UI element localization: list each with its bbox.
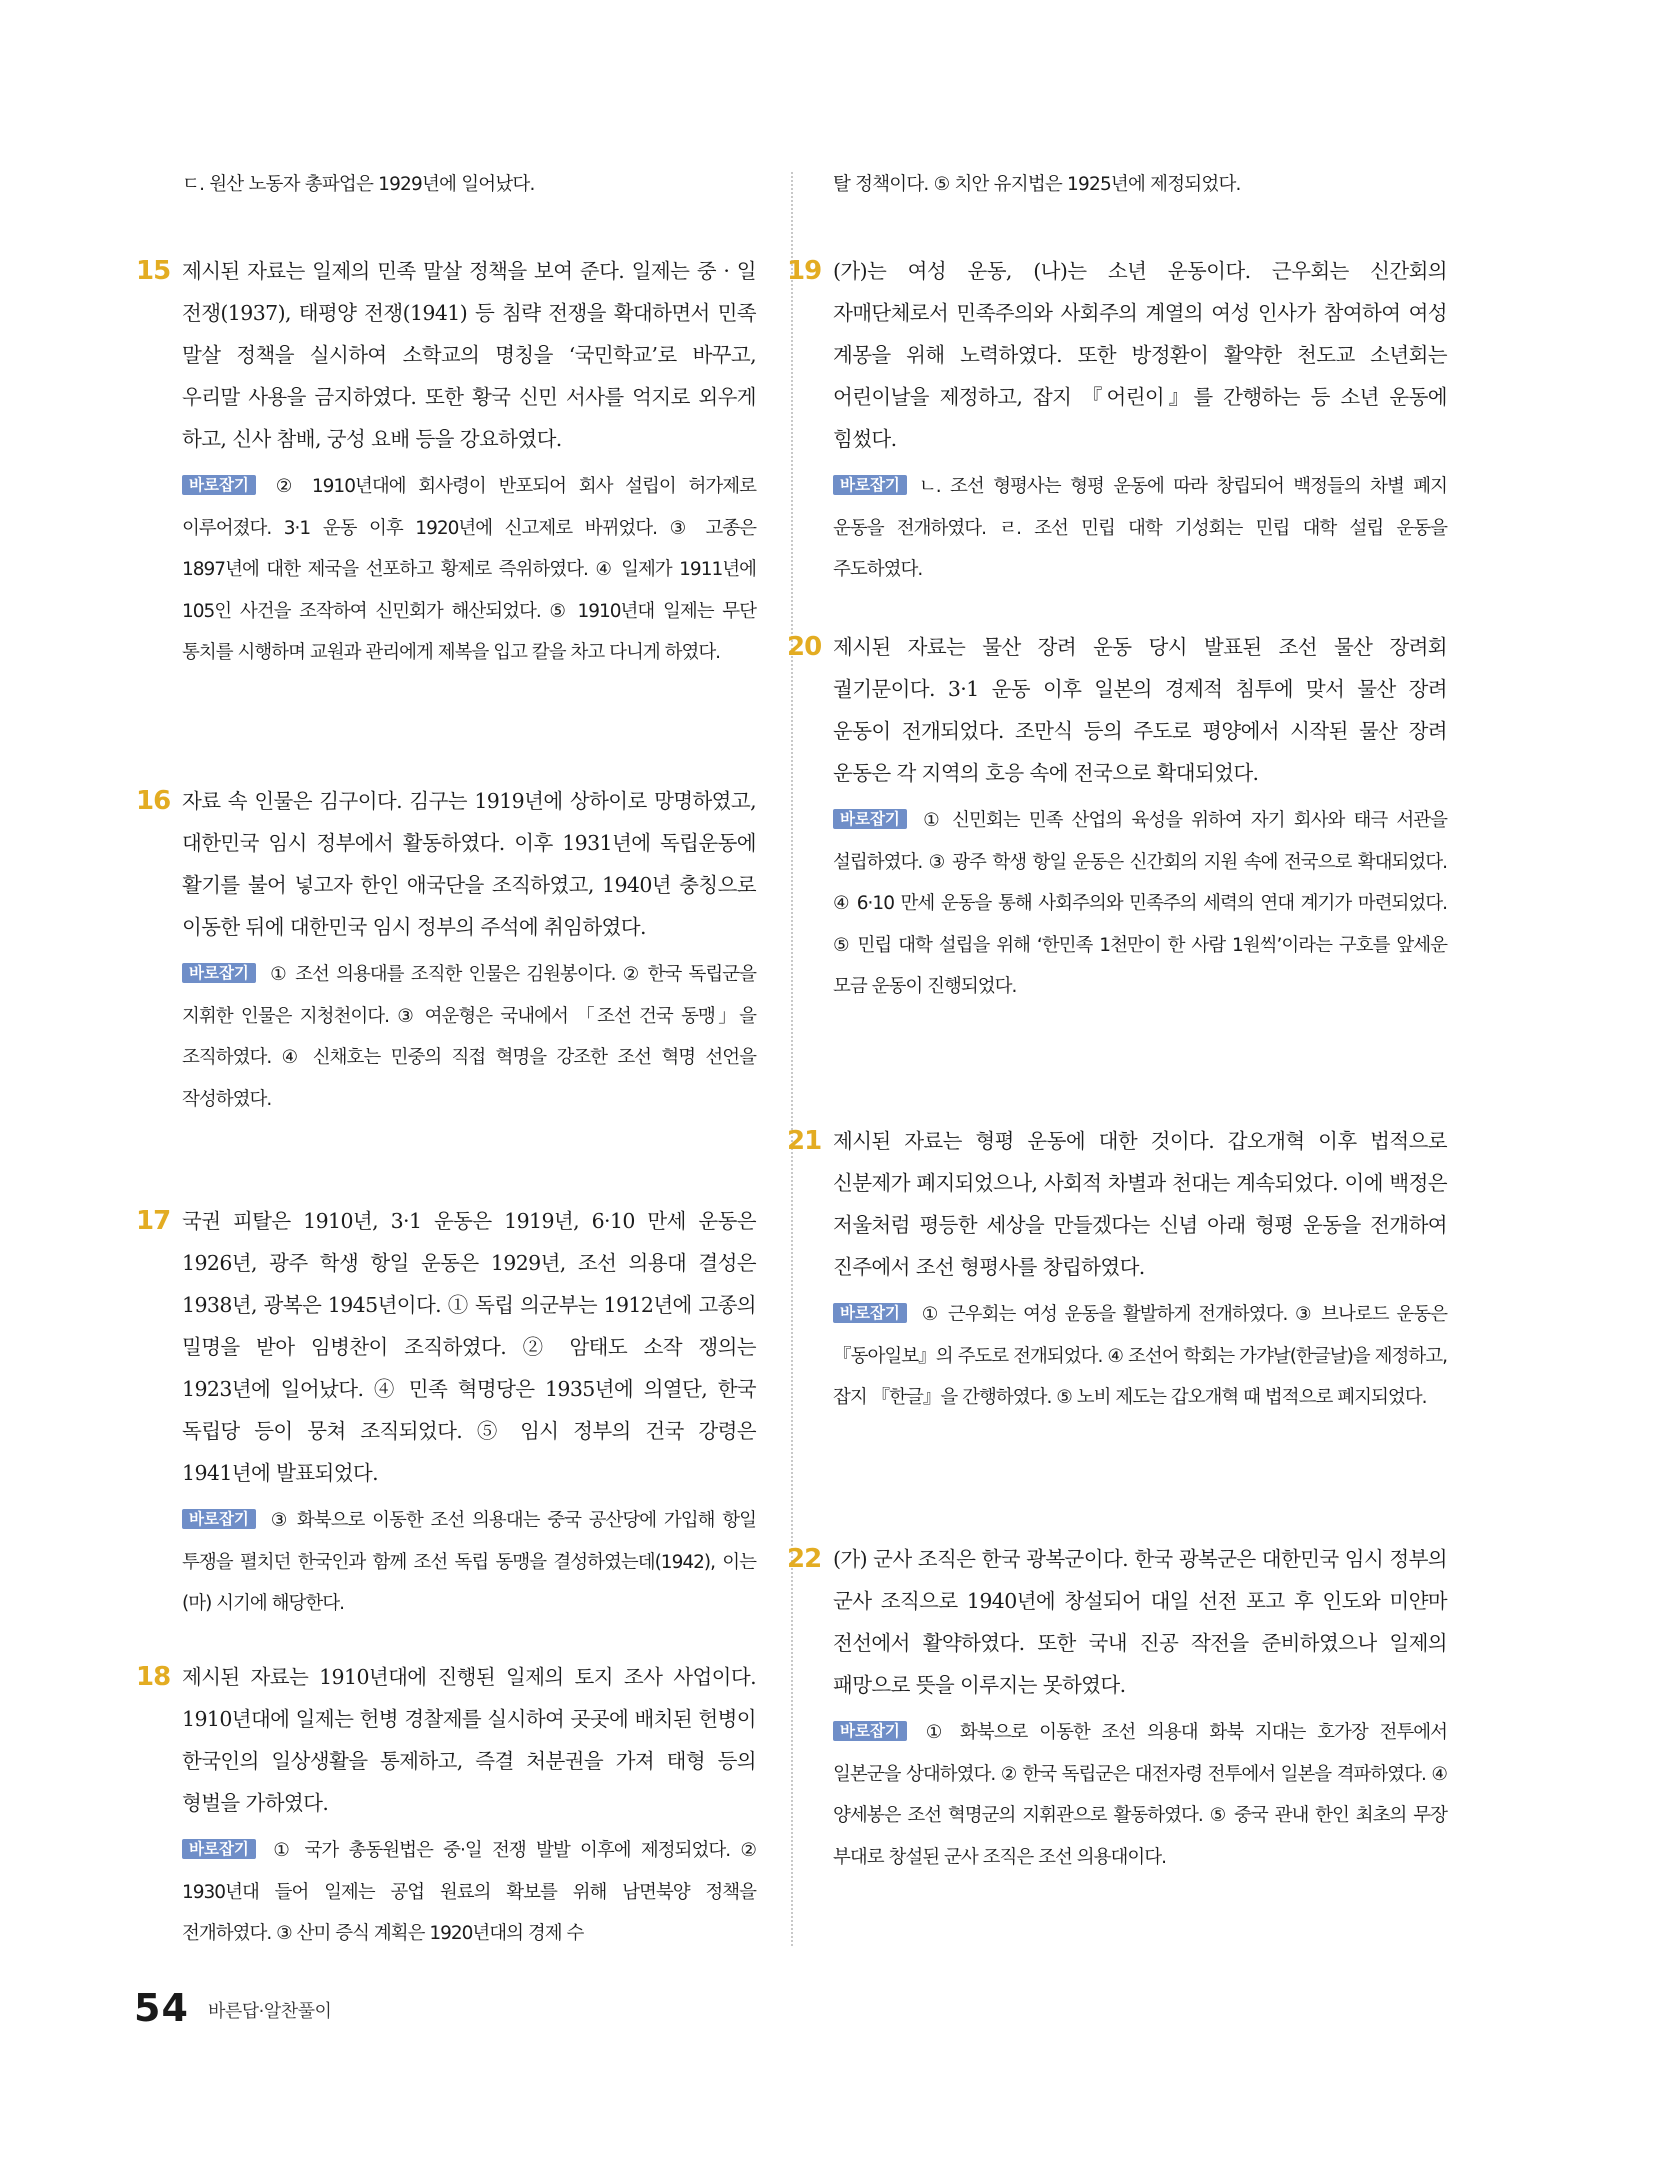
footer-label: 바른답·알찬풀이 xyxy=(208,2001,332,2022)
correction-badge: 바로잡기 xyxy=(833,809,907,829)
question-20 xyxy=(787,626,1447,1008)
correction-block xyxy=(182,466,756,674)
correction-block xyxy=(182,954,756,1120)
question-number: 16 xyxy=(136,786,171,816)
page-number: 54 xyxy=(134,1986,189,2030)
question-19 xyxy=(787,250,1447,591)
correction-block xyxy=(833,1712,1447,1878)
question-explanation: 국권 피탈은 1910년, 3·1 운동은 1919년, 6·10 만세 운동은 1926년, 광주 학생 항일 운동은 1929년, 조선 의용대 결성은 1938년, 광복은 1945년이다. ① 독립 의군부는 1912년에 고종의 밀명을 받아 임병찬이 조직하였다. ② 암태도 소작 쟁의는 1923년에 일어났다. ④ 민족 혁명당은 1935년에 의열단, 한국 독립당 등이 뭉쳐 조직되었다. ⑤ 임시 정부의 건국 강령은 1941년에 발표되었다. xyxy=(182,1209,756,1485)
question-number: 20 xyxy=(787,632,822,662)
correction-text: ① 근우회는 여성 운동을 활발하게 전개하였다. ③ 브나로드 운동은 『동아일보』의 주도로 전개되었다. ④ 조선어 학회는 가갸날(한글날)을 제정하고, 잡지 『한글』을 간행하였다. ⑤ 노비 제도는 갑오개혁 때 법적으로 폐지되었다. xyxy=(833,1304,1447,1408)
correction-badge: 바로잡기 xyxy=(833,1303,907,1323)
continued-text: ㄷ. 원산 노동자 총파업은 1929년에 일어났다. xyxy=(182,174,535,195)
correction-badge: 바로잡기 xyxy=(833,475,907,495)
correction-text: ① 신민회는 민족 산업의 육성을 위하여 자기 회사와 태극 서관을 설립하였다. ③ 광주 학생 항일 운동은 신간회의 지원 속에 전국으로 확대되었다. ④ 6·10 만세 운동을 통해 사회주의와 민족주의 세력의 연대 계기가 마련되었다. ⑤ 민립 대학 설립을 위해 ‘한민족 1천만이 한 사람 1원씩’이라는 구호를 앞세운 모금 운동이 진행되었다. xyxy=(833,810,1447,997)
correction-badge: 바로잡기 xyxy=(833,1721,907,1741)
correction-block xyxy=(833,466,1447,591)
question-explanation: 제시된 자료는 1910년대에 진행된 일제의 토지 조사 사업이다. 1910년대에 일제는 헌병 경찰제를 실시하여 곳곳에 배치된 헌병이 한국인의 일상생활을 통제하고, 즉결 처분권을 가져 태형 등의 형벌을 가하였다. xyxy=(182,1665,756,1815)
correction-block xyxy=(833,800,1447,1008)
correction-badge: 바로잡기 xyxy=(182,1509,256,1529)
continued-text: 탈 정책이다. ⑤ 치안 유지법은 1925년에 제정되었다. xyxy=(833,174,1241,195)
question-explanation: 제시된 자료는 물산 장려 운동 당시 발표된 조선 물산 장려회 궐기문이다. 3·1 운동 이후 일본의 경제적 침투에 맞서 물산 장려 운동이 전개되었다. 조만식 등의 주도로 평양에서 시작된 물산 장려 운동은 각 지역의 호응 속에 전국으로 확대되었다. xyxy=(833,635,1447,785)
question-16 xyxy=(136,780,756,1120)
question-number: 19 xyxy=(787,256,822,286)
question-number: 22 xyxy=(787,1544,822,1574)
correction-text: ② 1910년대에 회사령이 반포되어 회사 설립이 허가제로 이루어졌다. 3·1 운동 이후 1920년에 신고제로 바뀌었다. ③ 고종은 1897년에 대한 제국을 선포하고 황제로 즉위하였다. ④ 일제가 1911년에 105인 사건을 조작하여 신민회가 해산되었다. ⑤ 1910년대 일제는 무단 통치를 시행하며 교원과 관리에게 제복을 입고 칼을 차고 다니게 하였다. xyxy=(182,476,756,663)
column-divider xyxy=(791,172,793,1946)
question-18 xyxy=(136,1656,756,1955)
correction-block xyxy=(182,1500,756,1625)
question-15 xyxy=(136,250,756,674)
question-number: 18 xyxy=(136,1662,171,1692)
correction-text: ① 화북으로 이동한 조선 의용대 화북 지대는 호가장 전투에서 일본군을 상대하였다. ② 한국 독립군은 대전자령 전투에서 일본을 격파하였다. ④ 양세봉은 조선 혁명군의 지휘관으로 활동하였다. ⑤ 중국 관내 한인 최초의 무장 부대로 창설된 군사 조직은 조선 의용대이다. xyxy=(833,1722,1447,1868)
correction-block xyxy=(182,1830,756,1955)
question-explanation: 자료 속 인물은 김구이다. 김구는 1919년에 상하이로 망명하였고, 대한민국 임시 정부에서 활동하였다. 이후 1931년에 독립운동에 활기를 불어 넣고자 한인 애국단을 조직하였고, 1940년 충칭으로 이동한 뒤에 대한민국 임시 정부의 주석에 취임하였다. xyxy=(182,789,756,939)
correction-text: ③ 화북으로 이동한 조선 의용대는 중국 공산당에 가입해 항일 투쟁을 펼치던 한국인과 함께 조선 독립 동맹을 결성하였는데(1942), 이는 (마) 시기에 해당한다. xyxy=(182,1510,756,1614)
question-number: 17 xyxy=(136,1206,171,1236)
question-explanation: (가)는 여성 운동, (나)는 소년 운동이다. 근우회는 신간회의 자매단체로서 민족주의와 사회주의 계열의 여성 인사가 참여하여 여성 계몽을 위해 노력하였다. 또한 방정환이 활약한 천도교 소년회는 어린이날을 제정하고, 잡지 『어린이』를 간행하는 등 소년 운동에 힘썼다. xyxy=(833,259,1447,451)
question-17 xyxy=(136,1200,756,1625)
correction-text: ① 국가 총동원법은 중·일 전쟁 발발 이후에 제정되었다. ② 1930년대 들어 일제는 공업 원료의 확보를 위해 남면북양 정책을 전개하였다. ③ 산미 증식 계획은 1920년대의 경제 수 xyxy=(182,1840,756,1944)
question-explanation: 제시된 자료는 일제의 민족 말살 정책을 보여 준다. 일제는 중 · 일 전쟁(1937), 태평양 전쟁(1941) 등 침략 전쟁을 확대하면서 민족 말살 정책을 실시하여 소학교의 명칭을 ‘국민학교’로 바꾸고, 우리말 사용을 금지하였다. 또한 황국 신민 서사를 억지로 외우게 하고, 신사 참배, 궁성 요배 등을 강요하였다. xyxy=(182,259,756,451)
question-22 xyxy=(787,1538,1447,1878)
correction-badge: 바로잡기 xyxy=(182,963,256,983)
question-21 xyxy=(787,1120,1447,1419)
question-number: 15 xyxy=(136,256,171,286)
correction-text: ① 조선 의용대를 조직한 인물은 김원봉이다. ② 한국 독립군을 지휘한 인물은 지청천이다. ③ 여운형은 국내에서 「조선 건국 동맹」을 조직하였다. ④ 신채호는 민중의 직접 혁명을 강조한 조선 혁명 선언을 작성하였다. xyxy=(182,964,756,1110)
correction-badge: 바로잡기 xyxy=(182,475,256,495)
correction-text: ㄴ. 조선 형평사는 형평 운동에 따라 창립되어 백정들의 차별 폐지 운동을 전개하였다. ㄹ. 조선 민립 대학 기성회는 민립 대학 설립 운동을 주도하였다. xyxy=(833,476,1447,580)
question-explanation: 제시된 자료는 형평 운동에 대한 것이다. 갑오개혁 이후 법적으로 신분제가 폐지되었으나, 사회적 차별과 천대는 계속되었다. 이에 백정은 저울처럼 평등한 세상을 만들겠다는 신념 아래 형평 운동을 전개하여 진주에서 조선 형평사를 창립하였다. xyxy=(833,1129,1447,1279)
question-explanation: (가) 군사 조직은 한국 광복군이다. 한국 광복군은 대한민국 임시 정부의 군사 조직으로 1940년에 창설되어 대일 선전 포고 후 인도와 미얀마 전선에서 활약하였다. 또한 국내 진공 작전을 준비하였으나 일제의 패망으로 뜻을 이루지는 못하였다. xyxy=(833,1547,1447,1697)
question-number: 21 xyxy=(787,1126,822,1156)
correction-block xyxy=(833,1294,1447,1419)
correction-badge: 바로잡기 xyxy=(182,1839,256,1859)
